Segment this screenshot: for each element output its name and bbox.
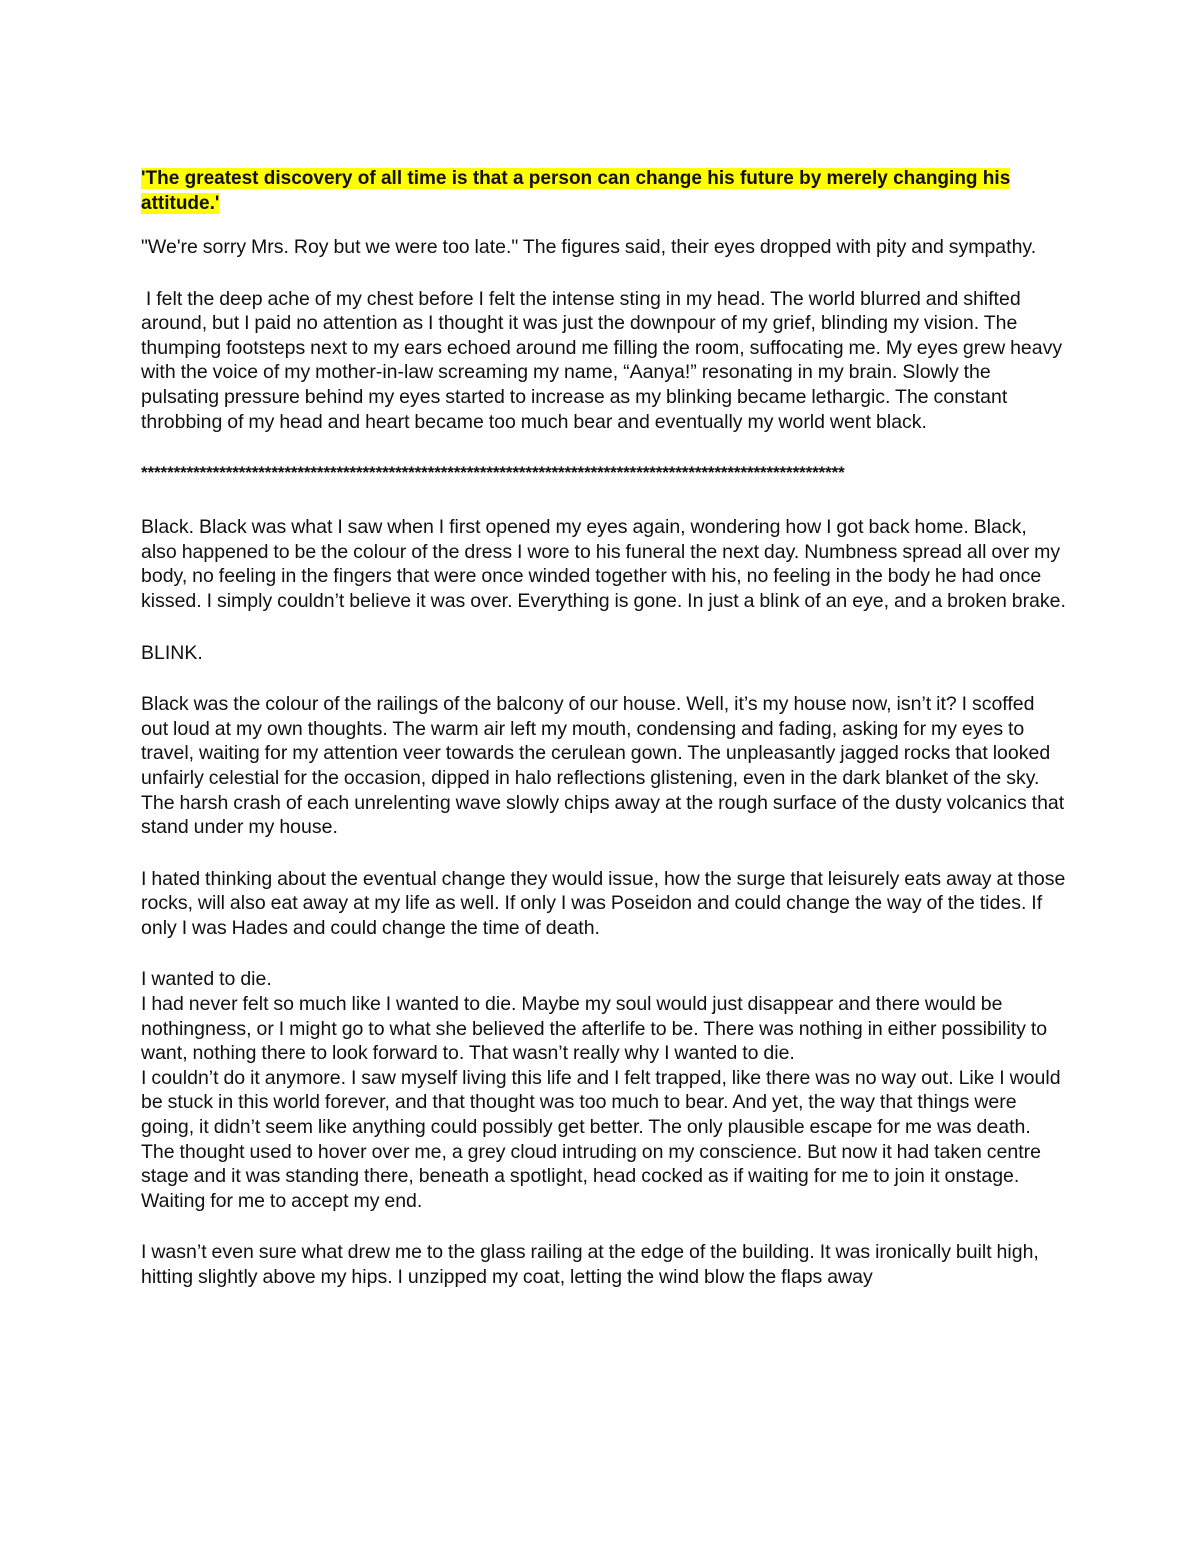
paragraph: I wasn’t even sure what drew me to the glass railing at the edge of the building. It was ironically built high, hitting slightly above my hips. I unzipped my coat, letting the wind blow the flaps away <box>141 1241 1039 1288</box>
paragraph: BLINK. <box>141 641 203 664</box>
paragraph: Black. Black was what I saw when I first opened my eyes again, wondering how I got back home. Black, also happened to be the colour of the dress I wore to his funeral the next day. Numbness spread all over my body, no feeling in the fingers that were once winded together with his, no feeling in the body he had once kissed. I simply couldn’t believe it was over. Everything is gone. In just a blink of an eye, and a broken brake. <box>141 516 1066 612</box>
paragraph: I felt the deep ache of my chest before I felt the intense sting in my head. The world blurred and shifted around, but I paid no attention as I thought it was just the downpour of my grief, blinding my vision. The thumping footsteps next to my ears echoed around me filling the room, suffocating me. My eyes grew heavy with the voice of my mother-in-law screaming my name, “Aanya!” resonating in my brain. Slowly the pulsating pressure behind my eyes started to increase as my blinking became lethargic. The constant throbbing of my head and heart became too much bear and eventually my world went black. <box>141 287 1068 433</box>
paragraph-line: The thought used to hover over me, a grey cloud intruding on my conscience. But now it had taken centre stage and it was standing there, beneath a spotlight, head cocked as if waiting for me to join it onstage. Waiting for me to accept my end. <box>141 1140 1041 1212</box>
paragraph-line: I couldn’t do it anymore. I saw myself living this life and I felt trapped, like there was no way out. Like I would be stuck in this world forever, and that thought was too much to bear. And yet, the way that things were going, it didn’t seem like anything could possibly get better. The only plausible escape for me was death. <box>141 1066 1061 1139</box>
document-page <box>141 166 1066 1317</box>
paragraph: "We're sorry Mrs. Roy but we were too late." The figures said, their eyes dropped with pity and sympathy. <box>141 236 1037 258</box>
paragraph-line: I wanted to die. <box>141 968 272 991</box>
paragraph: I hated thinking about the eventual change they would issue, how the surge that leisurely eats away at those rocks, will also eat away at my life as well. If only I was Poseidon and could change the way of the tides. If only I was Hades and could change the time of death. <box>141 867 1066 939</box>
paragraph: Black was the colour of the railings of the balcony of our house. Well, it’s my house now, isn’t it? I scoffed out loud at my own thoughts. The warm air left my mouth, condensing and fading, asking for my eyes to travel, waiting for my attention veer towards the cerulean gown. The unpleasantly jagged rocks that looked unfairly celestial for the occasion, dipped in halo reflections glistening, even in the dark blanket of the sky. The harsh crash of each unrelenting wave slowly chips away at the rough surface of the dusty volcanics that stand under my house. <box>141 693 1065 839</box>
highlighted-quote: 'The greatest discovery of all time is that a person can change his future by merely changing his attitude.' <box>141 168 1011 214</box>
paragraph-line: I had never felt so much like I wanted to die. Maybe my soul would just disappear and there would be nothingness, or I might go to what she believed the afterlife to be. There was nothing in either possibility to want, nothing there to look forward to. That wasn’t really why I wanted to die. <box>141 993 1048 1065</box>
scene-separator: ************************************************************************************************************ <box>141 463 845 483</box>
